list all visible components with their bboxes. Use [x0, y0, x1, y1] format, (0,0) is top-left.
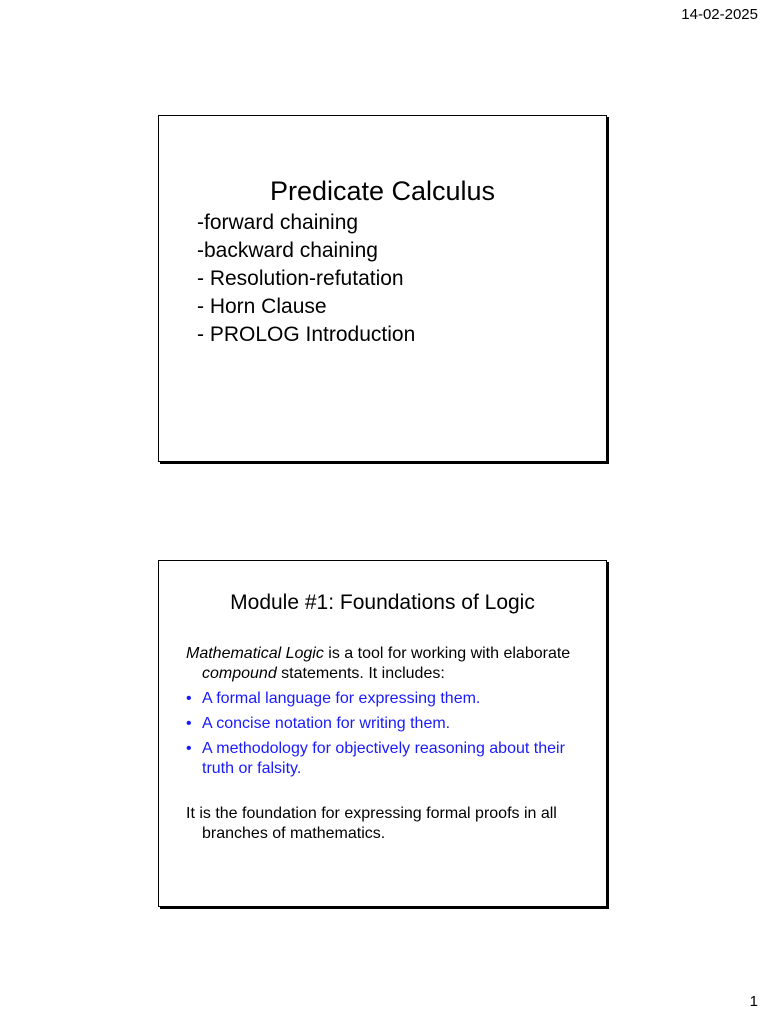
bullet-item	[186, 689, 586, 709]
bullet-icon: •	[186, 690, 192, 707]
bullet-text: A concise notation for writing them.	[202, 715, 451, 732]
bullet-icon: •	[186, 715, 192, 732]
topic-item: -forward chaining	[197, 211, 359, 234]
slide-predicate-calculus	[158, 115, 607, 462]
bullet-list	[186, 689, 586, 779]
topic-item: -backward chaining	[197, 239, 378, 262]
bullet-item	[186, 714, 586, 734]
slide-foundations-of-logic	[158, 560, 607, 907]
slide-title: Predicate Calculus	[269, 176, 496, 206]
topic-item: - PROLOG Introduction	[197, 323, 416, 346]
slide-title: Module #1: Foundations of Logic	[230, 591, 535, 614]
bullet-text: A methodology for objectively reasoning about their truth or falsity.	[202, 740, 565, 777]
topic-list	[197, 209, 415, 349]
intro-term: Mathematical Logic	[186, 645, 324, 662]
bullet-icon: •	[186, 740, 192, 757]
topic-item: - Horn Clause	[197, 295, 327, 318]
intro-text-a: is a tool for working with elaborate	[323, 645, 571, 662]
page-date: 14-02-2025	[681, 6, 758, 23]
bullet-item	[186, 739, 586, 779]
intro-text-b: statements. It includes:	[276, 665, 445, 682]
page-number: 1	[749, 993, 758, 1010]
intro-paragraph	[186, 644, 586, 684]
intro-emphasis: compound	[202, 665, 277, 682]
closing-paragraph: It is the foundation for expressing formal proofs in all branches of mathematics.	[186, 805, 557, 842]
slide-body	[186, 644, 586, 844]
topic-item: - Resolution-refutation	[197, 267, 404, 290]
bullet-text: A formal language for expressing them.	[202, 690, 481, 707]
